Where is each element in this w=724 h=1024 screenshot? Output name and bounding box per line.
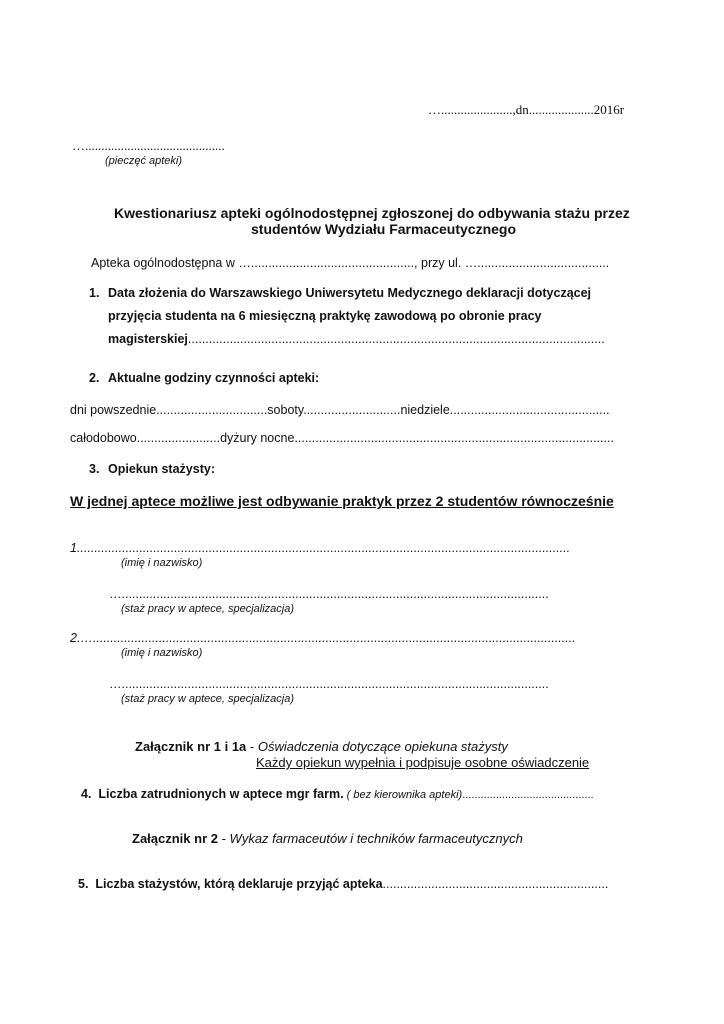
- q1-answer-dots[interactable]: ........................................................................................................................: [187, 332, 605, 346]
- pharmacy-location-line[interactable]: Apteka ogólnodostępna w …..............................................., przy ul. …......................................: [91, 256, 610, 270]
- guardian-1-name-line[interactable]: 1..............................................................................................................................................: [70, 541, 571, 555]
- q1-line2: przyjęcia studenta na 6 miesięczną praktykę zawodową po obronie pracy: [108, 309, 542, 323]
- guardian-2-experience-line[interactable]: …...........................................................................................................................: [109, 677, 549, 691]
- guardian-1-experience-caption: (staż pracy w aptece, specjalizacja): [121, 603, 295, 615]
- q3-notice: W jednej aptece możliwe jest odbywanie praktyk przez 2 studentów równocześnie: [70, 493, 614, 509]
- q4-text: Liczba zatrudnionych w aptece mgr farm.: [98, 787, 344, 801]
- stamp-line: …...........................................: [72, 138, 225, 153]
- q1-line3-label: magisterskiej: [108, 332, 188, 346]
- attachment-2-label: Załącznik nr 2: [132, 831, 218, 846]
- q4-answer-dots[interactable]: ...........................................: [462, 789, 594, 801]
- q3-text: Opiekun stażysty:: [108, 462, 215, 476]
- attachment-1-separator: -: [246, 739, 258, 754]
- q1-line3[interactable]: [108, 332, 605, 346]
- attachment-2-desc: Wykaz farmaceutów i techników farmaceutycznych: [229, 831, 523, 846]
- q5-number: 5.: [78, 877, 89, 891]
- q4-note: ( bez kierownika apteki): [343, 789, 463, 801]
- attachment-1-line: [135, 739, 508, 754]
- attachment-1-note: Każdy opiekun wypełnia i podpisuje osobne oświadczenie: [256, 755, 590, 770]
- q3-number: 3.: [89, 462, 100, 476]
- attachment-2-line: [132, 831, 523, 846]
- guardian-1-name-caption: (imię i nazwisko): [121, 557, 203, 569]
- q5-answer-dots[interactable]: .................................................................: [382, 877, 609, 891]
- q4-line[interactable]: [81, 787, 594, 801]
- hours-line-1[interactable]: dni powszednie................................soboty............................niedziele..............................................: [70, 403, 610, 417]
- page-title-line2: studentów Wydziału Farmaceutycznego: [251, 221, 517, 237]
- date-line[interactable]: …......................,dn....................2016r: [428, 102, 625, 117]
- guardian-2-name-line[interactable]: 2.…...........................................................................................................................................: [70, 631, 576, 645]
- q2-text: Aktualne godziny czynności apteki:: [108, 371, 320, 385]
- q1-line1: Data złożenia do Warszawskiego Uniwersytetu Medycznego deklaracji dotyczącej: [108, 286, 592, 300]
- attachment-2-separator: -: [217, 831, 230, 846]
- hours-line-2[interactable]: całodobowo........................dyżury nocne............................................................................................: [70, 431, 614, 445]
- attachment-1-label: Załącznik nr 1 i 1a: [135, 739, 247, 754]
- q2-number: 2.: [89, 371, 100, 385]
- guardian-2-name-caption: (imię i nazwisko): [121, 647, 203, 659]
- attachment-1-desc: Oświadczenia dotyczące opiekuna stażysty: [257, 739, 508, 754]
- guardian-1-experience-line[interactable]: …...........................................................................................................................: [109, 587, 549, 601]
- q5-line[interactable]: [78, 877, 608, 891]
- guardian-2-experience-caption: (staż pracy w aptece, specjalizacja): [121, 693, 295, 705]
- stamp-caption: (pieczęć apteki): [105, 155, 183, 167]
- q5-text: Liczba stażystów, którą deklaruje przyjąć apteka: [95, 877, 383, 891]
- page-title-line1: Kwestionariusz apteki ogólnodostępnej zgłoszonej do odbywania stażu przez: [114, 205, 630, 221]
- q4-number: 4.: [81, 787, 92, 801]
- q1-number: 1.: [89, 286, 100, 300]
